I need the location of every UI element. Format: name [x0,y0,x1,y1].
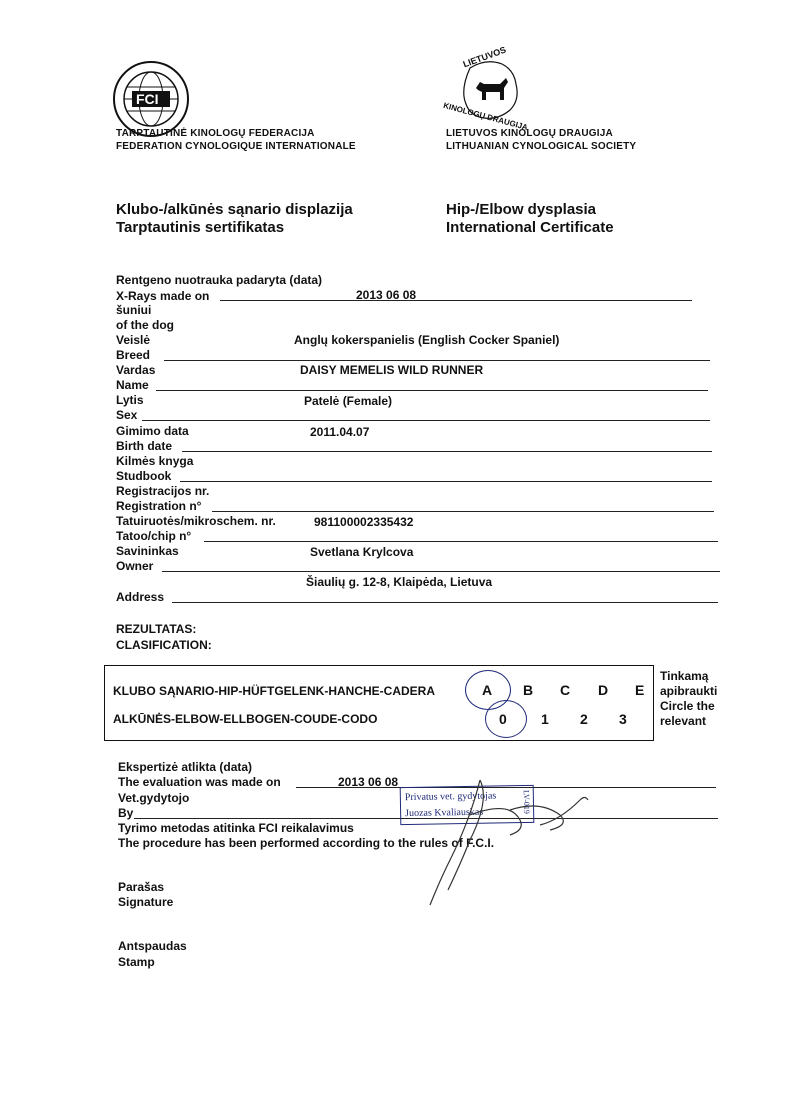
lkd-logo [440,44,532,133]
stamp-number: LV-019 [521,789,532,814]
birth-label-en: Birth date [116,439,173,453]
stamp-label-lt: Antspaudas [118,939,187,953]
xray-value: 2013 06 08 [356,288,417,302]
reg-label-en: Registration n° [116,499,202,513]
owner-line [162,571,720,572]
vet-label-en: By [118,806,134,820]
xray-label-en: X-Rays made on [116,289,210,303]
title-lt-2: Tarptautinis sertifikatas [116,219,285,236]
note-en-1: Circle the [660,699,715,713]
sex-value: Patelė (Female) [304,394,393,408]
owner-label-en: Owner [116,559,154,573]
chip-label-lt: Tatuiruotės/mikroschem. nr. [116,514,276,528]
elbow-grade-0[interactable]: 0 [499,711,507,727]
breed-line [164,360,710,361]
sex-label-lt: Lytis [116,393,144,407]
hip-grade-d[interactable]: D [598,682,609,698]
hip-grade-e[interactable]: E [635,682,645,698]
breed-label-en: Breed [116,348,151,362]
note-lt-1: Tinkamą [660,669,709,683]
name-label-lt: Vardas [116,363,156,377]
xray-line [220,300,692,301]
studbook-label-en: Studbook [116,469,172,483]
breed-label-lt: Veislė [116,333,151,347]
sex-line [142,420,710,421]
fci-name-fr: FEDERATION CYNOLOGIQUE INTERNATIONALE [116,141,356,152]
eval-label-lt: Ekspertizė atlikta (data) [118,760,253,774]
fci-logo [112,60,190,138]
elbow-label: ALKŪNĖS-ELBOW-ELLBOGEN-COUDE-CODO [113,712,378,726]
dog-label-lt: šuniui [116,303,152,317]
results-label-en: CLASIFICATION: [116,638,212,652]
signature-label-lt: Parašas [118,880,165,894]
address-label-en: Address [116,590,165,604]
lkd-name-lt: LIETUVOS KINOLOGŲ DRAUGIJA [446,128,613,139]
eval-value: 2013 06 08 [338,775,399,789]
eval-label-en: The evaluation was made on [118,775,281,789]
studbook-label-lt: Kilmės knyga [116,454,194,468]
elbow-selection-circle [485,700,527,738]
birth-label-lt: Gimimo data [116,424,189,438]
vet-signature [410,770,610,910]
elbow-grade-2[interactable]: 2 [580,711,588,727]
owner-value: Svetlana Krylcova [310,545,414,559]
chip-label-en: Tatoo/chip n° [116,529,192,543]
chip-line [204,541,718,542]
birth-line [182,451,712,452]
name-line [156,390,708,391]
owner-label-lt: Savininkas [116,544,179,558]
elbow-grade-3[interactable]: 3 [619,711,627,727]
elbow-grade-1[interactable]: 1 [541,711,549,727]
hip-grade-b[interactable]: B [523,682,534,698]
stamp-line-1: Privatus vet. gydytojas [404,790,497,804]
lkd-ring-bottom: KINOLOGŲ DRAUGIJA [442,100,529,133]
hip-grade-a[interactable]: A [482,682,493,698]
reg-label-lt: Registracijos nr. [116,484,210,498]
address-value: Šiaulių g. 12-8, Klaipėda, Lietuva [306,575,493,589]
hip-grade-c[interactable]: C [560,682,571,698]
title-en-1: Hip-/Elbow dysplasia [446,201,597,218]
stamp-label-en: Stamp [118,955,155,969]
reg-line [212,511,714,512]
stamp-line-2: Juozas Kvaliauskas [405,806,484,820]
name-label-en: Name [116,378,149,392]
breed-value: Anglų kokerspanielis (English Cocker Spaniel) [294,333,560,347]
classification-box [104,665,654,741]
note-lt-2: apibraukti [660,684,718,698]
lkd-ring-top: LIETUVOS [461,44,508,70]
lkd-name-en: LITHUANIAN CYNOLOGICAL SOCIETY [446,141,637,152]
studbook-line [180,481,712,482]
fci-logo-text: FCI [136,91,159,107]
method-lt: Tyrimo metodas atitinka FCI reikalavimus [118,821,354,835]
hip-label: KLUBO SĄNARIO-HIP-HÜFTGELENK-HANCHE-CADERA [113,684,435,698]
dog-label-en: of the dog [116,318,174,332]
birth-value: 2011.04.07 [310,425,370,439]
results-label-lt: REZULTATAS: [116,622,197,636]
chip-value: 981100002335432 [314,515,414,529]
title-en-2: International Certificate [446,219,614,236]
address-line [172,602,718,603]
dog-name-value: DAISY MEMELIS WILD RUNNER [300,363,484,377]
signature-label-en: Signature [118,895,174,909]
note-en-2: relevant [660,714,707,728]
fci-name-lt: TARPTAUTINĖ KINOLOGŲ FEDERACIJA [116,128,315,139]
method-en: The procedure has been performed according to the rules of F.C.I. [118,836,495,850]
sex-label-en: Sex [116,408,138,422]
title-lt-1: Klubo-/alkūnės sąnario displazija [116,201,353,218]
vet-label-lt: Vet.gydytojo [118,791,190,805]
xray-label-lt: Rentgeno nuotrauka padaryta (data) [116,273,323,287]
